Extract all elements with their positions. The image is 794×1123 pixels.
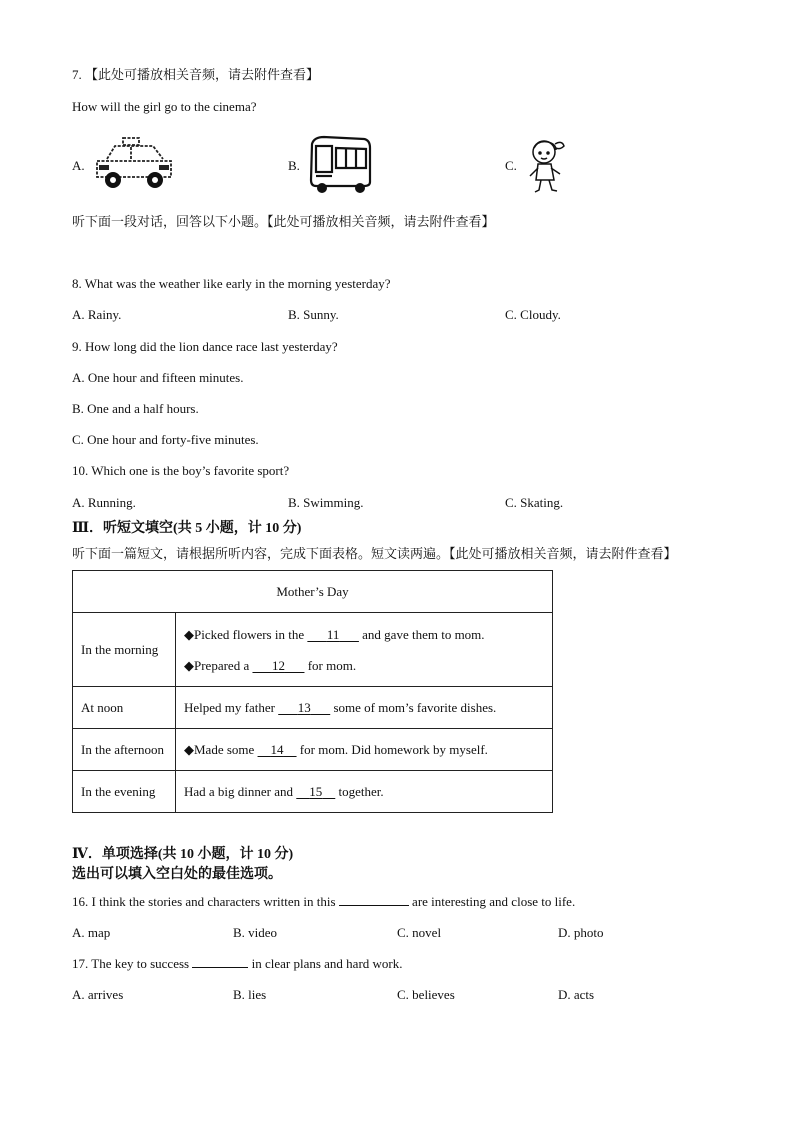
q9-option-c[interactable]: C. One hour and forty-five minutes. bbox=[72, 432, 259, 447]
line-text: some of mom’s favorite dishes. bbox=[330, 699, 497, 715]
row-content-afternoon bbox=[176, 729, 553, 771]
question-text: in clear plans and hard work. bbox=[248, 956, 403, 971]
section4-subheading: 选出可以填入空白处的最佳选项。 bbox=[72, 867, 282, 882]
blank-number: 13 bbox=[297, 699, 311, 715]
line-text: for mom. Did homework by myself. bbox=[296, 741, 488, 757]
q7-question: How will the girl go to the cinema? bbox=[72, 99, 257, 114]
q16-question bbox=[72, 893, 575, 911]
table-row bbox=[73, 613, 553, 687]
q8-option-c[interactable]: C. Cloudy. bbox=[505, 307, 561, 322]
question-text: are interesting and close to life. bbox=[408, 894, 576, 909]
q17-option-c[interactable]: C. believes bbox=[397, 987, 455, 1002]
line-text: for mom. bbox=[304, 657, 357, 673]
q17-option-a[interactable]: A. arrives bbox=[72, 987, 124, 1002]
row-label-afternoon: In the afternoon bbox=[73, 729, 176, 771]
q9-question: 9. How long did the lion dance race last yesterday? bbox=[72, 339, 338, 354]
dialogue-intro: 听下面一段对话，回答以下小题。【此处可播放相关音频，请去附件查看】 bbox=[72, 214, 495, 229]
row-content-noon bbox=[176, 687, 553, 729]
table-line bbox=[184, 619, 544, 650]
table-row bbox=[73, 771, 553, 813]
blank-15[interactable] bbox=[296, 784, 335, 800]
blank-number: 15 bbox=[309, 783, 323, 799]
row-label-noon: At noon bbox=[73, 687, 176, 729]
question-text: 16. I think the stories and characters written in this bbox=[72, 894, 339, 909]
blank-13[interactable] bbox=[278, 700, 330, 716]
row-content-morning bbox=[176, 613, 553, 687]
q7-option-c-label[interactable]: C. bbox=[505, 158, 517, 173]
q7-option-a-label[interactable]: A. bbox=[72, 158, 85, 173]
table-title: Mother’s Day bbox=[73, 571, 553, 613]
q8-option-b[interactable]: B. Sunny. bbox=[288, 307, 339, 322]
q9-option-b[interactable]: B. One and a half hours. bbox=[72, 401, 199, 416]
question-text: 17. The key to success bbox=[72, 956, 193, 971]
blank-11[interactable] bbox=[307, 619, 359, 650]
section3-instruction: 听下面一篇短文，请根据所听内容，完成下面表格。短文读两遍。【此处可播放相关音频，请去附件查看】 bbox=[72, 546, 677, 561]
line-text: ◆Prepared a bbox=[184, 657, 253, 673]
q10-option-c[interactable]: C. Skating. bbox=[505, 495, 564, 510]
q8-question: 8. What was the weather like early in the morning yesterday? bbox=[72, 276, 391, 291]
blank-number: 14 bbox=[270, 741, 284, 757]
q16-option-c[interactable]: C. novel bbox=[397, 925, 442, 940]
section4-heading: Ⅳ．单项选择(共 10 小题，计 10 分) bbox=[72, 847, 294, 862]
line-text: ◆Made some bbox=[184, 741, 258, 757]
q10-option-b[interactable]: B. Swimming. bbox=[288, 495, 364, 510]
q10-option-a[interactable]: A. Running. bbox=[72, 495, 136, 510]
q7-option-b-label[interactable]: B. bbox=[288, 158, 300, 173]
line-text: Helped my father bbox=[184, 699, 279, 715]
section3-heading: Ⅲ．听短文填空(共 5 小题，计 10 分) bbox=[72, 521, 302, 536]
q7-number: 7. bbox=[72, 67, 85, 82]
blank-number: 11 bbox=[326, 626, 340, 642]
q16-option-a[interactable]: A. map bbox=[72, 925, 111, 940]
q9-option-a[interactable]: A. One hour and fifteen minutes. bbox=[72, 370, 244, 385]
bus-icon bbox=[306, 134, 374, 196]
q8-option-a[interactable]: A. Rainy. bbox=[72, 307, 122, 322]
table-row bbox=[73, 729, 553, 771]
table-row bbox=[73, 687, 553, 729]
line-text: ◆Picked flowers in the bbox=[184, 626, 308, 642]
answer-blank[interactable] bbox=[339, 893, 409, 906]
q7-header bbox=[72, 66, 319, 84]
blank-12[interactable] bbox=[252, 650, 304, 681]
table-line bbox=[184, 650, 544, 681]
line-text: and gave them to mom. bbox=[358, 626, 485, 642]
q16-option-b[interactable]: B. video bbox=[233, 925, 278, 940]
q17-option-d[interactable]: D. acts bbox=[558, 987, 595, 1002]
answer-blank[interactable] bbox=[192, 955, 248, 968]
blank-number: 12 bbox=[271, 657, 285, 673]
q17-question bbox=[72, 955, 403, 973]
row-label-morning: In the morning bbox=[73, 613, 176, 687]
q10-question: 10. Which one is the boy’s favorite sport? bbox=[72, 463, 290, 478]
q16-option-d[interactable]: D. photo bbox=[558, 925, 604, 940]
mothers-day-table bbox=[72, 570, 553, 813]
taxi-icon bbox=[93, 135, 175, 193]
row-label-evening: In the evening bbox=[73, 771, 176, 813]
line-text: together. bbox=[335, 783, 384, 799]
q17-option-b[interactable]: B. lies bbox=[233, 987, 267, 1002]
line-text: Had a big dinner and bbox=[184, 783, 297, 799]
q7-audio-note[interactable]: 【此处可播放相关音频，请去附件查看】 bbox=[85, 67, 320, 82]
walking-girl-icon bbox=[524, 136, 572, 196]
row-content-evening bbox=[176, 771, 553, 813]
blank-14[interactable] bbox=[258, 742, 297, 758]
